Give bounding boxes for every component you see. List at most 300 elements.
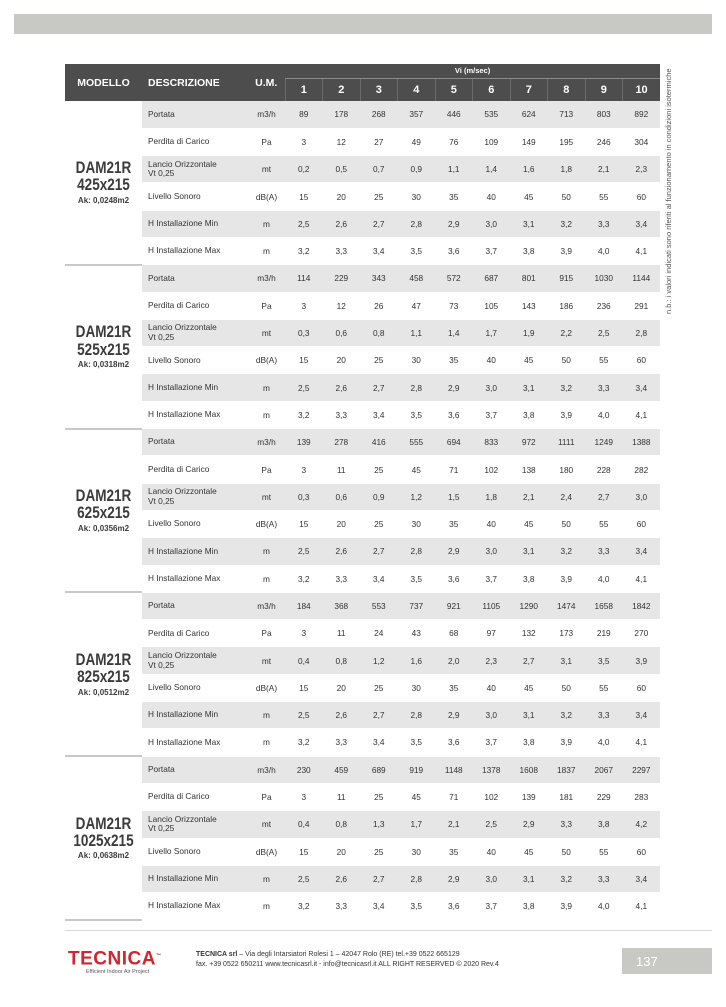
value-cell: 2297 [623, 756, 661, 783]
page-number: 137 [636, 954, 658, 969]
table-row [65, 429, 660, 456]
model-size: 425x215 [77, 176, 130, 195]
description-subtext: Vt 0,25 [148, 659, 175, 670]
value-cell: 30 [398, 838, 436, 865]
value-cell: 45 [398, 456, 436, 483]
value-cell: 4,1 [623, 237, 661, 264]
value-cell: 20 [323, 347, 361, 374]
model-name: DAM21R [75, 159, 132, 178]
value-cell: 195 [548, 128, 586, 155]
value-cell: 458 [398, 265, 436, 292]
value-cell: 60 [623, 347, 661, 374]
value-cell: 50 [548, 510, 586, 537]
value-cell: 1474 [548, 592, 586, 619]
value-cell: 229 [585, 783, 623, 810]
value-cell: 0,9 [398, 156, 436, 183]
description-text: Perdita di Carico [148, 299, 210, 310]
value-cell: 2,9 [435, 210, 473, 237]
value-cell: 139 [285, 429, 323, 456]
footer-address: TECNICA srl – Via degli Intarsiatori Rolesi 1 – 42047 Rolo (RE) tel.+39 0522 665129 [196, 951, 460, 958]
description-cell [142, 756, 248, 783]
side-note: n.b.: i valori indicati sono riferiti al funzionamento in condizioni isotermiche [664, 68, 673, 314]
value-cell: 97 [473, 620, 511, 647]
value-cell: 0,6 [323, 319, 361, 346]
value-cell: 3,4 [623, 702, 661, 729]
value-cell: 11 [323, 783, 361, 810]
value-cell: 4,0 [585, 401, 623, 428]
value-cell: 3,4 [623, 210, 661, 237]
model-cell [65, 592, 142, 756]
model-cell [65, 265, 142, 429]
value-cell: 1837 [548, 756, 586, 783]
logo-wordmark: TECNICA™ [68, 948, 162, 970]
value-cell: 3,3 [323, 893, 361, 920]
model-name: DAM21R [75, 323, 132, 342]
description-text: H Installazione Max [148, 572, 221, 583]
top-band [14, 14, 712, 34]
value-cell: 25 [360, 183, 398, 210]
value-cell: 555 [398, 429, 436, 456]
value-cell: 3,3 [323, 237, 361, 264]
description-text: Portata [148, 436, 175, 447]
table-row [65, 237, 660, 264]
value-cell: 1658 [585, 592, 623, 619]
unit-cell: mt [248, 156, 285, 183]
value-cell: 3,4 [360, 237, 398, 264]
table-row [65, 510, 660, 537]
value-cell: 12 [323, 128, 361, 155]
description-subtext: Vt 0,25 [148, 495, 175, 506]
value-cell: 3,7 [473, 401, 511, 428]
value-cell: 30 [398, 347, 436, 374]
value-cell: 25 [360, 456, 398, 483]
value-cell: 687 [473, 265, 511, 292]
value-cell: 50 [548, 347, 586, 374]
value-cell: 20 [323, 510, 361, 537]
value-cell: 139 [510, 783, 548, 810]
unit-cell: m [248, 702, 285, 729]
value-cell: 4,0 [585, 729, 623, 756]
description-text: Livello Sonoro [148, 518, 201, 529]
logo-tagline: Efficient Indoor Air Project [86, 969, 150, 976]
description-cell [142, 401, 248, 428]
value-cell: 2067 [585, 756, 623, 783]
description-cell [142, 865, 248, 892]
value-cell: 3,9 [548, 401, 586, 428]
value-cell: 3,9 [623, 647, 661, 674]
table-row [65, 674, 660, 701]
value-cell: 55 [585, 183, 623, 210]
model-size: 625x215 [77, 504, 130, 523]
value-cell: 1,8 [473, 483, 511, 510]
unit-cell: m3/h [248, 101, 285, 128]
value-cell: 30 [398, 510, 436, 537]
description-cell [142, 783, 248, 810]
value-cell: 368 [323, 592, 361, 619]
unit-cell: m [248, 374, 285, 401]
value-cell: 12 [323, 292, 361, 319]
value-cell: 4,0 [585, 237, 623, 264]
description-cell [142, 128, 248, 155]
value-cell: 2,6 [323, 702, 361, 729]
value-cell: 737 [398, 592, 436, 619]
speed-header-cell: 1 [285, 78, 323, 101]
value-cell: 40 [473, 347, 511, 374]
value-cell: 270 [623, 620, 661, 647]
value-cell: 3,5 [398, 237, 436, 264]
description-text: Lancio Orizzontale [148, 158, 217, 169]
description-cell [142, 183, 248, 210]
speed-header-cell: 3 [360, 78, 398, 101]
value-cell: 3,2 [285, 729, 323, 756]
unit-cell: m [248, 893, 285, 920]
value-cell: 2,6 [323, 538, 361, 565]
value-cell: 230 [285, 756, 323, 783]
value-cell: 553 [360, 592, 398, 619]
unit-cell: m [248, 729, 285, 756]
description-text: Livello Sonoro [148, 845, 201, 856]
value-cell: 55 [585, 838, 623, 865]
value-cell: 304 [623, 128, 661, 155]
value-cell: 35 [435, 510, 473, 537]
value-cell: 50 [548, 838, 586, 865]
value-cell: 60 [623, 183, 661, 210]
value-cell: 2,2 [548, 319, 586, 346]
value-cell: 801 [510, 265, 548, 292]
value-cell: 114 [285, 265, 323, 292]
table-row [65, 865, 660, 892]
value-cell: 416 [360, 429, 398, 456]
table-row [65, 620, 660, 647]
value-cell: 689 [360, 756, 398, 783]
value-cell: 50 [548, 674, 586, 701]
value-cell: 0,8 [323, 647, 361, 674]
value-cell: 2,9 [435, 538, 473, 565]
value-cell: 2,7 [585, 483, 623, 510]
value-cell: 1030 [585, 265, 623, 292]
description-text: Lancio Orizzontale [148, 650, 217, 661]
value-cell: 45 [510, 183, 548, 210]
model-size: 525x215 [77, 340, 130, 359]
table-row [65, 128, 660, 155]
unit-cell: mt [248, 483, 285, 510]
value-cell: 921 [435, 592, 473, 619]
unit-cell: dB(A) [248, 838, 285, 865]
value-cell: 186 [548, 292, 586, 319]
value-cell: 2,8 [398, 374, 436, 401]
model-size: 825x215 [77, 668, 130, 687]
value-cell: 236 [585, 292, 623, 319]
table-row [65, 565, 660, 592]
value-cell: 3 [285, 783, 323, 810]
description-text: Portata [148, 108, 175, 119]
value-cell: 1105 [473, 592, 511, 619]
description-subtext: Vt 0,25 [148, 168, 175, 179]
value-cell: 15 [285, 838, 323, 865]
value-cell: 343 [360, 265, 398, 292]
value-cell: 2,5 [285, 865, 323, 892]
value-cell: 1,4 [435, 319, 473, 346]
value-cell: 3,4 [360, 401, 398, 428]
value-cell: 2,7 [360, 865, 398, 892]
value-cell: 3,8 [510, 729, 548, 756]
tecnica-logo [68, 946, 180, 976]
value-cell: 60 [623, 510, 661, 537]
value-cell: 3,5 [398, 401, 436, 428]
value-cell: 4,1 [623, 565, 661, 592]
value-cell: 2,6 [323, 210, 361, 237]
value-cell: 3,2 [548, 210, 586, 237]
value-cell: 89 [285, 101, 323, 128]
description-text: H Installazione Min [148, 709, 219, 720]
value-cell: 3,2 [285, 893, 323, 920]
table-row [65, 702, 660, 729]
value-cell: 181 [548, 783, 586, 810]
value-cell: 2,8 [398, 865, 436, 892]
value-cell: 3,0 [473, 702, 511, 729]
value-cell: 0,8 [360, 319, 398, 346]
value-cell: 3 [285, 128, 323, 155]
value-cell: 246 [585, 128, 623, 155]
value-cell: 3,1 [510, 702, 548, 729]
value-cell: 3,5 [398, 893, 436, 920]
value-cell: 47 [398, 292, 436, 319]
description-cell [142, 292, 248, 319]
unit-cell: Pa [248, 128, 285, 155]
header-descrizione: DESCRIZIONE [142, 64, 248, 101]
description-cell [142, 156, 248, 183]
value-cell: 0,4 [285, 647, 323, 674]
value-cell: 3,9 [548, 237, 586, 264]
value-cell: 0,7 [360, 156, 398, 183]
unit-cell: dB(A) [248, 674, 285, 701]
value-cell: 20 [323, 674, 361, 701]
value-cell: 3,3 [585, 865, 623, 892]
unit-cell: dB(A) [248, 183, 285, 210]
description-text: Livello Sonoro [148, 682, 201, 693]
value-cell: 892 [623, 101, 661, 128]
value-cell: 4,0 [585, 565, 623, 592]
value-cell: 60 [623, 838, 661, 865]
model-area: Ak: 0,0356m2 [77, 523, 130, 533]
unit-cell: m3/h [248, 265, 285, 292]
value-cell: 459 [323, 756, 361, 783]
description-text: Lancio Orizzontale [148, 486, 217, 497]
value-cell: 0,3 [285, 319, 323, 346]
value-cell: 25 [360, 783, 398, 810]
value-cell: 143 [510, 292, 548, 319]
value-cell: 109 [473, 128, 511, 155]
unit-cell: Pa [248, 783, 285, 810]
description-cell [142, 620, 248, 647]
value-cell: 60 [623, 674, 661, 701]
value-cell: 35 [435, 183, 473, 210]
value-cell: 15 [285, 347, 323, 374]
table-row [65, 210, 660, 237]
value-cell: 2,3 [473, 647, 511, 674]
value-cell: 3,2 [548, 702, 586, 729]
description-text: H Installazione Max [148, 409, 221, 420]
value-cell: 3,0 [473, 210, 511, 237]
value-cell: 55 [585, 510, 623, 537]
value-cell: 0,3 [285, 483, 323, 510]
value-cell: 3,7 [473, 237, 511, 264]
unit-cell: mt [248, 811, 285, 838]
value-cell: 1,9 [510, 319, 548, 346]
speed-header-cell: 4 [398, 78, 436, 101]
value-cell: 713 [548, 101, 586, 128]
value-cell: 1111 [548, 429, 586, 456]
unit-cell: mt [248, 647, 285, 674]
value-cell: 268 [360, 101, 398, 128]
value-cell: 1,7 [473, 319, 511, 346]
unit-cell: m [248, 401, 285, 428]
description-cell [142, 319, 248, 346]
table-row [65, 401, 660, 428]
value-cell: 4,1 [623, 729, 661, 756]
description-cell [142, 429, 248, 456]
description-text: Perdita di Carico [148, 463, 210, 474]
description-cell [142, 838, 248, 865]
description-text: Portata [148, 600, 175, 611]
value-cell: 55 [585, 347, 623, 374]
value-cell: 2,8 [398, 702, 436, 729]
value-cell: 3,0 [473, 374, 511, 401]
value-cell: 1,4 [473, 156, 511, 183]
value-cell: 132 [510, 620, 548, 647]
value-cell: 446 [435, 101, 473, 128]
value-cell: 25 [360, 674, 398, 701]
value-cell: 535 [473, 101, 511, 128]
value-cell: 2,9 [510, 811, 548, 838]
description-text: Perdita di Carico [148, 136, 210, 147]
value-cell: 2,6 [323, 374, 361, 401]
description-cell [142, 811, 248, 838]
value-cell: 0,2 [285, 156, 323, 183]
value-cell: 2,1 [435, 811, 473, 838]
value-cell: 283 [623, 783, 661, 810]
model-area: Ak: 0,0512m2 [77, 687, 130, 697]
speed-header-cell: 10 [623, 78, 661, 101]
model-size: 1025x215 [73, 832, 134, 851]
unit-cell: m [248, 565, 285, 592]
value-cell: 1148 [435, 756, 473, 783]
value-cell: 2,9 [435, 865, 473, 892]
model-area: Ak: 0,0638m2 [77, 851, 130, 861]
value-cell: 0,5 [323, 156, 361, 183]
value-cell: 228 [585, 456, 623, 483]
table-row [65, 101, 660, 128]
value-cell: 3,3 [323, 401, 361, 428]
value-cell: 3,2 [285, 565, 323, 592]
value-cell: 3,7 [473, 729, 511, 756]
value-cell: 55 [585, 674, 623, 701]
speed-header-cell: 8 [548, 78, 586, 101]
value-cell: 2,1 [510, 483, 548, 510]
value-cell: 1249 [585, 429, 623, 456]
value-cell: 15 [285, 674, 323, 701]
description-cell [142, 729, 248, 756]
description-cell [142, 702, 248, 729]
unit-cell: m3/h [248, 592, 285, 619]
value-cell: 2,0 [435, 647, 473, 674]
value-cell: 40 [473, 510, 511, 537]
unit-cell: dB(A) [248, 347, 285, 374]
value-cell: 3,3 [585, 702, 623, 729]
value-cell: 3,2 [548, 538, 586, 565]
value-cell: 3,2 [285, 401, 323, 428]
value-cell: 3,6 [435, 893, 473, 920]
value-cell: 3,6 [435, 729, 473, 756]
value-cell: 4,1 [623, 401, 661, 428]
value-cell: 3,2 [548, 865, 586, 892]
description-text: H Installazione Min [148, 545, 219, 556]
header-vi: Vi (m/sec) [285, 64, 660, 78]
value-cell: 3,9 [548, 729, 586, 756]
value-cell: 3,0 [623, 483, 661, 510]
table-row [65, 756, 660, 783]
value-cell: 278 [323, 429, 361, 456]
unit-cell: mt [248, 319, 285, 346]
value-cell: 25 [360, 838, 398, 865]
value-cell: 3,0 [473, 865, 511, 892]
value-cell: 357 [398, 101, 436, 128]
value-cell: 178 [323, 101, 361, 128]
value-cell: 2,7 [360, 210, 398, 237]
model-name: DAM21R [75, 650, 132, 669]
description-cell [142, 237, 248, 264]
value-cell: 2,5 [285, 538, 323, 565]
value-cell: 45 [510, 510, 548, 537]
value-cell: 2,6 [323, 865, 361, 892]
value-cell: 3,8 [585, 811, 623, 838]
value-cell: 2,7 [360, 538, 398, 565]
value-cell: 68 [435, 620, 473, 647]
table-row [65, 347, 660, 374]
value-cell: 3,7 [473, 565, 511, 592]
value-cell: 3,4 [360, 729, 398, 756]
table-row [65, 647, 660, 674]
description-text: Perdita di Carico [148, 627, 210, 638]
value-cell: 35 [435, 838, 473, 865]
description-cell [142, 510, 248, 537]
speed-header-cell: 7 [510, 78, 548, 101]
value-cell: 1,5 [435, 483, 473, 510]
unit-cell: Pa [248, 620, 285, 647]
value-cell: 3 [285, 456, 323, 483]
value-cell: 25 [360, 510, 398, 537]
value-cell: 3,3 [548, 811, 586, 838]
value-cell: 3,2 [548, 374, 586, 401]
description-text: H Installazione Min [148, 873, 219, 884]
description-cell [142, 483, 248, 510]
value-cell: 26 [360, 292, 398, 319]
value-cell: 972 [510, 429, 548, 456]
description-cell [142, 565, 248, 592]
value-cell: 2,7 [360, 702, 398, 729]
description-cell [142, 347, 248, 374]
value-cell: 3,3 [323, 565, 361, 592]
value-cell: 1608 [510, 756, 548, 783]
value-cell: 35 [435, 674, 473, 701]
value-cell: 1290 [510, 592, 548, 619]
value-cell: 102 [473, 456, 511, 483]
value-cell: 2,5 [473, 811, 511, 838]
value-cell: 1,2 [398, 483, 436, 510]
description-text: Lancio Orizzontale [148, 322, 217, 333]
value-cell: 833 [473, 429, 511, 456]
value-cell: 20 [323, 838, 361, 865]
